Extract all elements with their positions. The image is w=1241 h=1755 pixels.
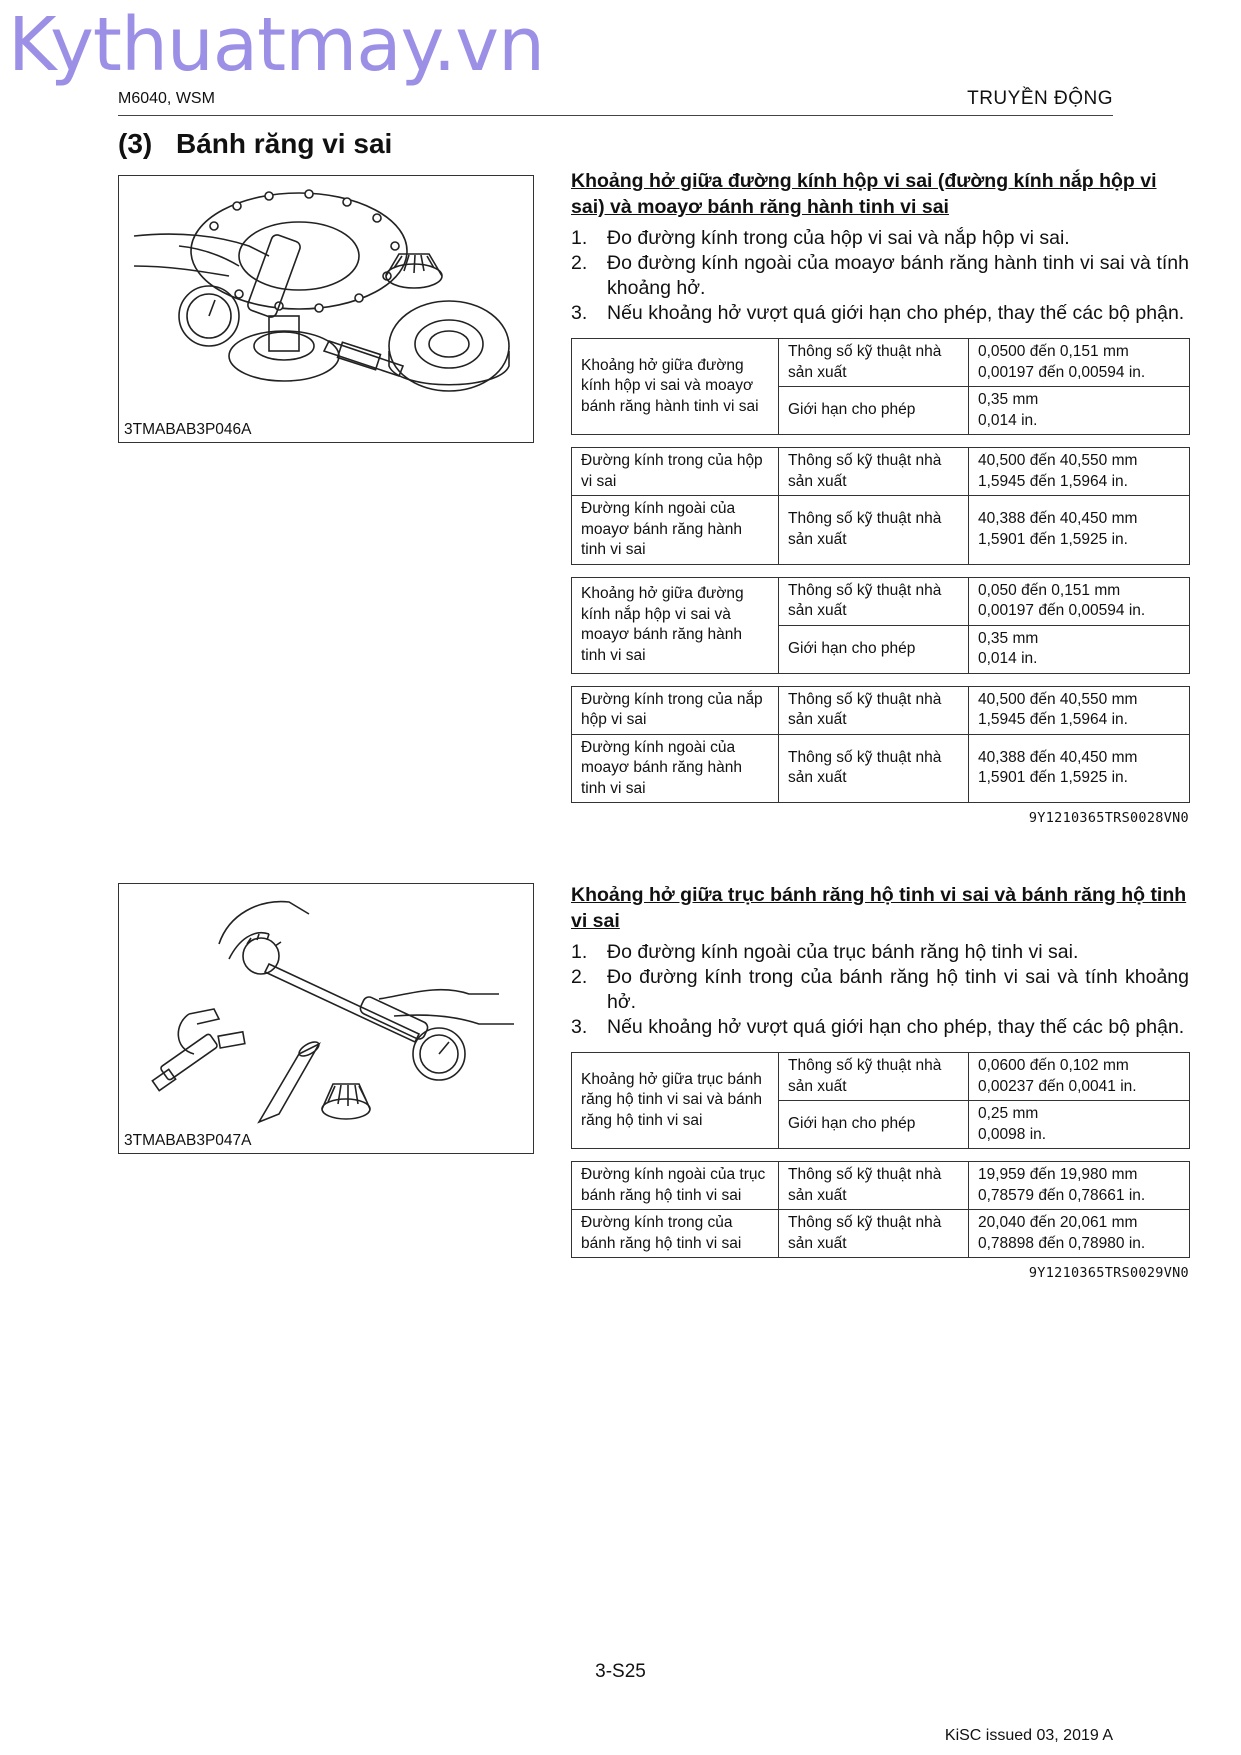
spec-item: Khoảng hở giữa trục bánh răng hộ tinh vi sai và bánh răng hộ tinh vi sai bbox=[572, 1053, 779, 1149]
spec-item: Đường kính ngoài của trục bánh răng hộ tinh vi sai bbox=[572, 1162, 779, 1210]
table-row bbox=[572, 577, 1190, 625]
table-row bbox=[572, 734, 1190, 803]
section-number: (3) bbox=[118, 128, 153, 159]
step-item bbox=[571, 965, 1189, 1015]
spec-table-cover-clearance bbox=[571, 577, 1190, 674]
manual-code: M6040, WSM bbox=[118, 90, 215, 107]
watermark-logo: Kythuatmay.vn bbox=[8, 2, 545, 88]
spec-item: Đường kính ngoài của moayơ bánh răng hành tinh vi sai bbox=[572, 496, 779, 565]
step-number: 2. bbox=[571, 252, 588, 274]
page-number: 3-S25 bbox=[595, 1661, 646, 1682]
issue-note: KiSC issued 03, 2019 A bbox=[944, 1727, 1113, 1744]
spec-table-shaft-clearance bbox=[571, 1052, 1190, 1149]
spec-item: Khoảng hở giữa đường kính hộp vi sai và moayơ bánh răng hành tinh vi sai bbox=[572, 339, 779, 435]
spec-value: 20,040 đến 20,061 mm 0,78898 đến 0,78980 in. bbox=[969, 1210, 1190, 1258]
step-number: 3. bbox=[571, 1016, 588, 1038]
block-heading: Khoảng hở giữa đường kính hộp vi sai (đường kính nắp hộp vi sai) và moayơ bánh răng hành tinh vi sai bbox=[571, 170, 1157, 218]
spec-type: Thông số kỹ thuật nhà sản xuất bbox=[779, 686, 969, 734]
figure-pinion-shaft bbox=[118, 883, 534, 1154]
step-text: Đo đường kính trong của hộp vi sai và nắp hộp vi sai. bbox=[607, 227, 1070, 249]
spec-value: 0,0600 đến 0,102 mm 0,00237 đến 0,0041 in. bbox=[969, 1053, 1190, 1101]
spec-value: 0,0500 đến 0,151 mm 0,00197 đến 0,00594 in. bbox=[969, 339, 1190, 387]
figure-caption: 3TMABAB3P047A bbox=[124, 1132, 252, 1149]
step-text: Nếu khoảng hở vượt quá giới hạn cho phép, thay thế các bộ phận. bbox=[607, 302, 1185, 324]
spec-type: Thông số kỹ thuật nhà sản xuất bbox=[779, 1162, 969, 1210]
table-row bbox=[572, 1053, 1190, 1101]
figure-differential-case bbox=[118, 175, 534, 443]
spec-type: Giới hạn cho phép bbox=[779, 1101, 969, 1149]
step-text: Đo đường kính trong của bánh răng hộ tinh vi sai và tính khoảng hở. bbox=[607, 966, 1189, 1013]
spec-type: Thông số kỹ thuật nhà sản xuất bbox=[779, 734, 969, 803]
step-item bbox=[571, 1015, 1189, 1040]
spec-value: 19,959 đến 19,980 mm 0,78579 đến 0,78661 in. bbox=[969, 1162, 1190, 1210]
spec-value: 40,388 đến 40,450 mm 1,5901 đến 1,5925 in. bbox=[969, 734, 1190, 803]
table-row bbox=[572, 496, 1190, 565]
step-number: 1. bbox=[571, 227, 588, 249]
table-row bbox=[572, 1210, 1190, 1258]
spec-item: Đường kính ngoài của moayơ bánh răng hành tinh vi sai bbox=[572, 734, 779, 803]
procedure-steps bbox=[571, 226, 1189, 326]
spec-value: 0,35 mm 0,014 in. bbox=[969, 387, 1190, 435]
section-title bbox=[118, 128, 392, 160]
spec-item: Đường kính trong của nắp hộp vi sai bbox=[572, 686, 779, 734]
step-text: Nếu khoảng hở vượt quá giới hạn cho phép, thay thế các bộ phận. bbox=[607, 1016, 1185, 1038]
figure-caption: 3TMABAB3P046A bbox=[124, 421, 252, 438]
step-item bbox=[571, 301, 1189, 326]
clearance-block-pinion-shaft bbox=[571, 882, 1189, 1281]
step-number: 2. bbox=[571, 966, 588, 988]
table-row bbox=[572, 1162, 1190, 1210]
step-item bbox=[571, 226, 1189, 251]
spec-item: Đường kính trong của hộp vi sai bbox=[572, 448, 779, 496]
spec-item: Khoảng hở giữa đường kính nắp hộp vi sai và moayơ bánh răng hành tinh vi sai bbox=[572, 577, 779, 673]
spec-table-cover-diameters bbox=[571, 686, 1190, 804]
spec-value: 0,25 mm 0,0098 in. bbox=[969, 1101, 1190, 1149]
spec-type: Thông số kỹ thuật nhà sản xuất bbox=[779, 1053, 969, 1101]
step-item bbox=[571, 940, 1189, 965]
spec-item: Đường kính trong của bánh răng hộ tinh vi sai bbox=[572, 1210, 779, 1258]
step-text: Đo đường kính ngoài của moayơ bánh răng hành tinh vi sai và tính khoảng hở. bbox=[607, 252, 1189, 299]
spec-type: Thông số kỹ thuật nhà sản xuất bbox=[779, 496, 969, 565]
step-item bbox=[571, 251, 1189, 301]
spec-table-shaft-diameters bbox=[571, 1161, 1190, 1258]
pinion-shaft-measurement-illustration-icon bbox=[119, 884, 533, 1153]
block-heading: Khoảng hở giữa trục bánh răng hộ tinh vi sai và bánh răng hộ tinh vi sai bbox=[571, 884, 1187, 932]
spec-type: Thông số kỹ thuật nhà sản xuất bbox=[779, 339, 969, 387]
spec-type: Giới hạn cho phép bbox=[779, 625, 969, 673]
section-heading: Bánh răng vi sai bbox=[176, 128, 393, 159]
header-divider bbox=[118, 115, 1113, 116]
spec-type: Thông số kỹ thuật nhà sản xuất bbox=[779, 577, 969, 625]
spec-value: 40,388 đến 40,450 mm 1,5901 đến 1,5925 in. bbox=[969, 496, 1190, 565]
clearance-block-differential-case bbox=[571, 168, 1189, 826]
spec-value: 40,500 đến 40,550 mm 1,5945 đến 1,5964 in. bbox=[969, 686, 1190, 734]
differential-case-measurement-illustration-icon bbox=[119, 176, 533, 442]
step-text: Đo đường kính ngoài của trục bánh răng hộ tinh vi sai. bbox=[607, 941, 1079, 963]
table-row bbox=[572, 448, 1190, 496]
spec-type: Thông số kỹ thuật nhà sản xuất bbox=[779, 1210, 969, 1258]
document-code: 9Y1210365TRS0029VN0 bbox=[1028, 1265, 1189, 1281]
step-number: 3. bbox=[571, 302, 588, 324]
spec-value: 0,050 đến 0,151 mm 0,00197 đến 0,00594 in. bbox=[969, 577, 1190, 625]
spec-table-case-clearance bbox=[571, 338, 1190, 435]
document-code: 9Y1210365TRS0028VN0 bbox=[1028, 810, 1189, 826]
chapter-title: TRUYỀN ĐỘNG bbox=[967, 88, 1113, 109]
table-row bbox=[572, 686, 1190, 734]
spec-value: 40,500 đến 40,550 mm 1,5945 đến 1,5964 in. bbox=[969, 448, 1190, 496]
spec-type: Thông số kỹ thuật nhà sản xuất bbox=[779, 448, 969, 496]
step-number: 1. bbox=[571, 941, 588, 963]
spec-type: Giới hạn cho phép bbox=[779, 387, 969, 435]
table-row bbox=[572, 339, 1190, 387]
spec-table-case-diameters bbox=[571, 447, 1190, 565]
spec-value: 0,35 mm 0,014 in. bbox=[969, 625, 1190, 673]
procedure-steps bbox=[571, 940, 1189, 1040]
